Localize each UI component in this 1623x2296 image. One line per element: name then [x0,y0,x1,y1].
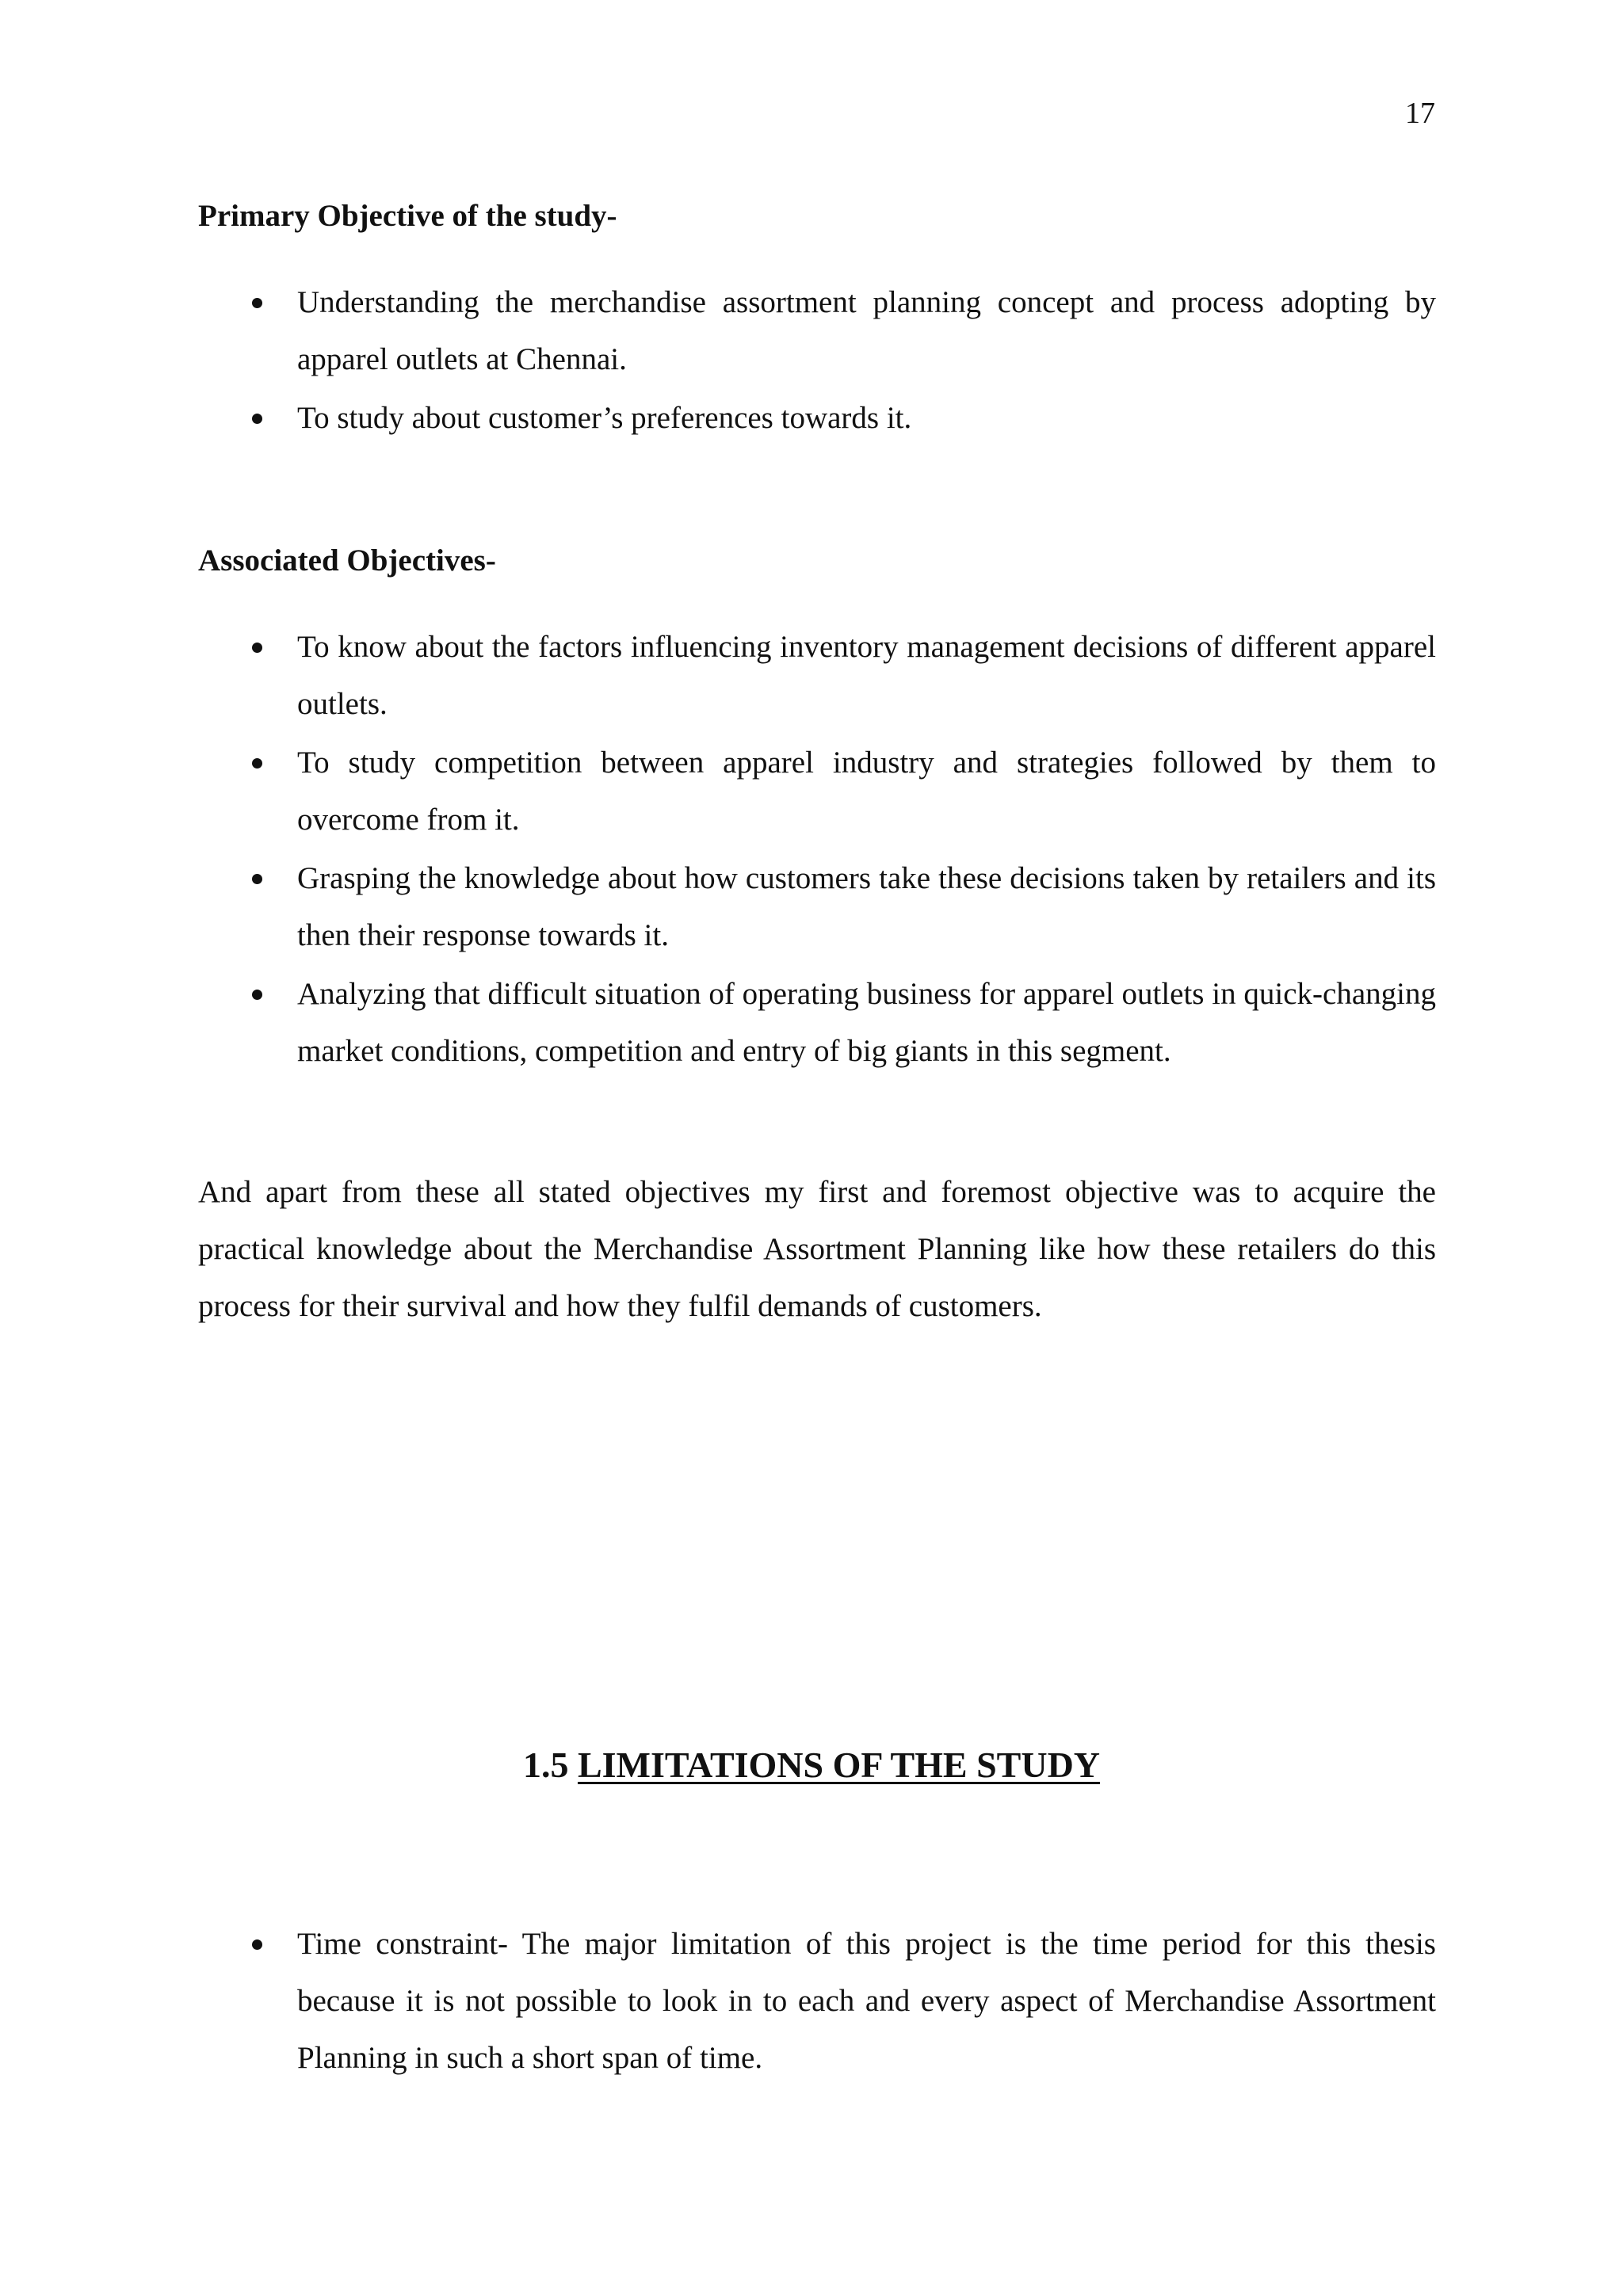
list-item [198,390,1436,447]
associated-objectives-heading: Associated Objectives- [198,543,496,578]
bullet-icon [252,758,262,769]
bullet-icon [252,990,262,1000]
primary-objective-list [198,274,1436,448]
bullet-icon [252,643,262,653]
bullet-icon [252,414,262,424]
list-item-text: Time constraint- The major limitation of this project is the time period for this thesis because it is not possible to look in to each and every aspect of Merchandise Assortment Planning in such a short span of time. [297,1927,1436,2075]
list-item-text: To study competition between apparel industry and strategies followed by them to overcome from it. [297,746,1436,837]
bullet-icon [252,298,262,308]
summary-paragraph: And apart from these all stated objectives my first and foremost objective was to acquire the practical knowledge about the Merchandise Assortment Planning like how these retailers do this process for their survival and how they fulfil demands of customers. [198,1175,1436,1323]
bullet-icon [252,1939,262,1950]
limitations-list [198,1916,1436,2088]
section-title-text: LIMITATIONS OF THE STUDY [577,1745,1101,1785]
list-item-text: Grasping the knowledge about how customers take these decisions taken by retailers and its then their response towards it. [297,861,1436,952]
section-title [0,1743,1623,1787]
section-number: 1.5 [522,1745,569,1785]
list-item [198,966,1436,1080]
list-item-text: To study about customer’s preferences towards it. [297,401,912,435]
bullet-icon [252,874,262,884]
list-item [198,1916,1436,2087]
page-number: 17 [1405,97,1435,130]
list-item [198,850,1436,964]
list-item [198,734,1436,849]
list-item-text: Analyzing that difficult situation of operating business for apparel outlets in quick-changing market conditions, competition and entry of big giants in this segment. [297,977,1436,1068]
list-item [198,274,1436,388]
associated-objectives-list [198,619,1436,1081]
list-item-text: To know about the factors influencing inventory management decisions of different apparel outlets. [297,630,1436,721]
primary-objective-heading: Primary Objective of the study- [198,199,617,233]
list-item [198,619,1436,733]
list-item-text: Understanding the merchandise assortment planning concept and process adopting by apparel outlets at Chennai. [297,285,1436,376]
